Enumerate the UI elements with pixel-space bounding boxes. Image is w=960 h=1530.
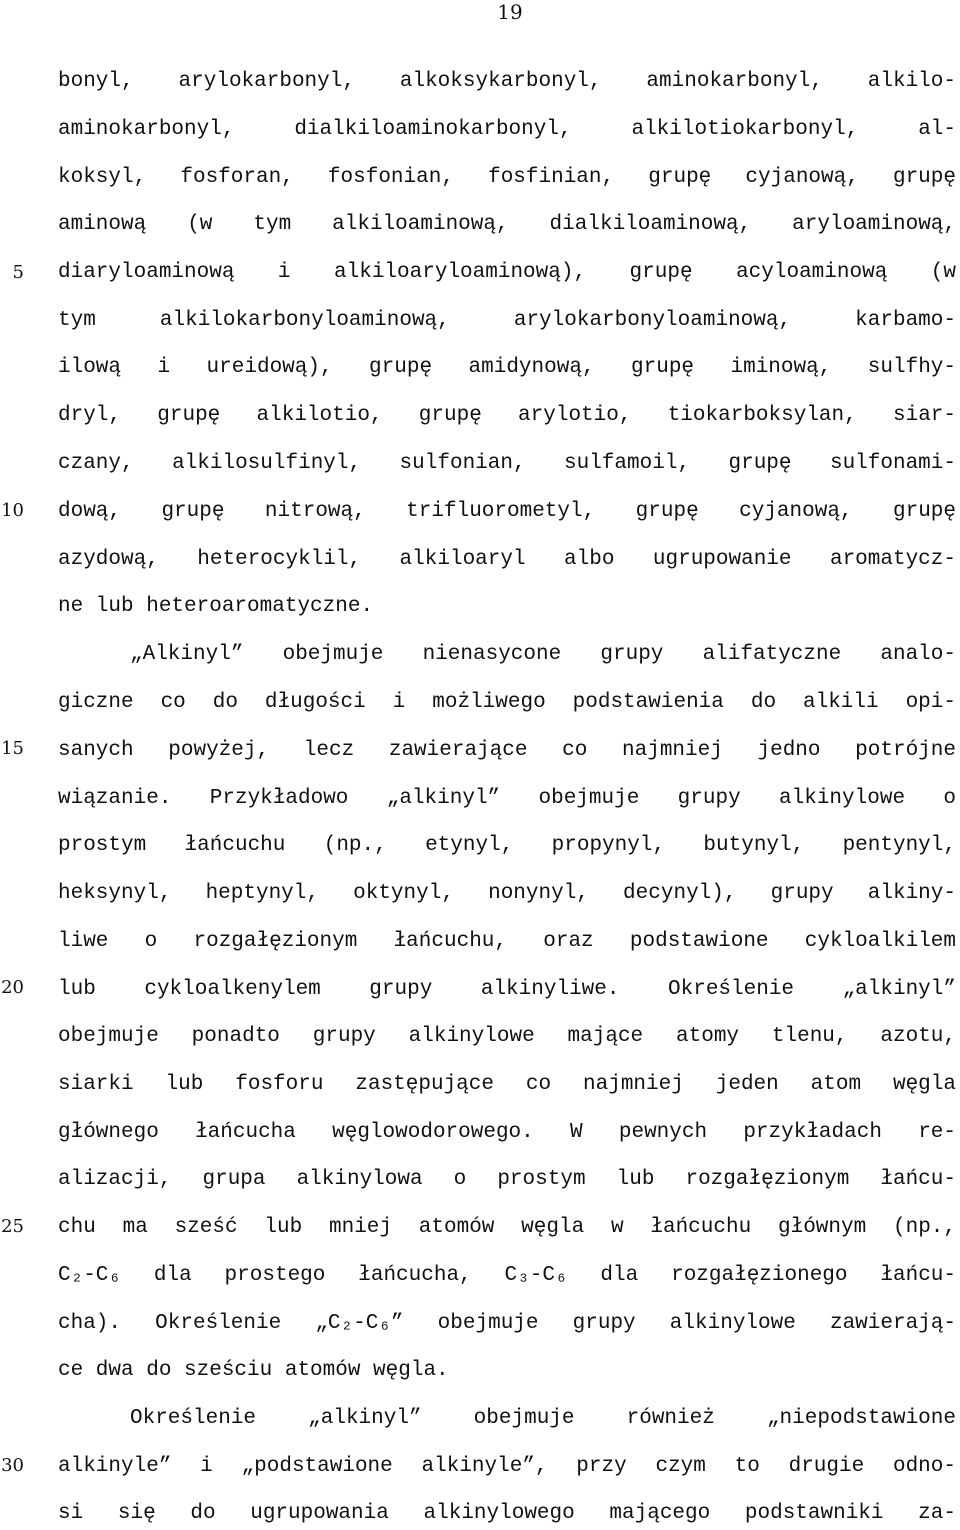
margin-line-number: 20 bbox=[1, 977, 24, 998]
paragraph-first-line: Określenie „alkinyl” obejmuje również „niepodstawione bbox=[130, 1407, 956, 1430]
text-line: liwe o rozgałęzionym łańcuchu, oraz podstawione cykloalkilem bbox=[58, 930, 956, 953]
text-line: lub cykloalkenylem grupy alkinyliwe. Określenie „alkinyl” bbox=[58, 978, 956, 1001]
paragraph-first-line: „Alkinyl” obejmuje nienasycone grupy alifatyczne analo- bbox=[130, 643, 956, 666]
text-line: aminokarbonyl, dialkiloaminokarbonyl, alkilotiokarbonyl, al- bbox=[58, 118, 956, 141]
text-line: siarki lub fosforu zastępujące co najmniej jeden atom węgla bbox=[58, 1073, 956, 1096]
text-line: alizacji, grupa alkinylowa o prostym lub rozgałęzionym łańcu- bbox=[58, 1168, 956, 1191]
text-line: ilową i ureidową), grupę amidynową, grupę iminową, sulfhy- bbox=[58, 356, 956, 379]
text-line: prostym łańcuchu (np., etynyl, propynyl, butynyl, pentynyl, bbox=[58, 834, 956, 857]
text-line: ce dwa do sześciu atomów węgla. bbox=[58, 1359, 449, 1382]
text-line: ne lub heteroaromatyczne. bbox=[58, 595, 374, 618]
text-line: C₂-C₆ dla prostego łańcucha, C₃-C₆ dla rozgałęzionego łańcu- bbox=[58, 1264, 956, 1287]
text-line: głównego łańcucha węglowodorowego. W pewnych przykładach re- bbox=[58, 1121, 956, 1144]
text-line: bonyl, arylokarbonyl, alkoksykarbonyl, aminokarbonyl, alkilo- bbox=[58, 70, 956, 93]
text-line: sanych powyżej, lecz zawierające co najmniej jedno potrójne bbox=[58, 739, 956, 762]
page-number: 19 bbox=[497, 0, 523, 24]
text-line: dryl, grupę alkilotio, grupę arylotio, tiokarboksylan, siar- bbox=[58, 404, 956, 427]
text-line: azydową, heterocyklil, alkiloaryl albo ugrupowanie aromatycz- bbox=[58, 548, 956, 571]
text-line: giczne co do długości i możliwego podstawienia do alkili opi- bbox=[58, 691, 956, 714]
margin-line-number: 30 bbox=[1, 1455, 24, 1476]
margin-line-number: 15 bbox=[1, 738, 24, 759]
text-line: diaryloaminową i alkiloaryloaminową), grupę acyloaminową (w bbox=[58, 261, 956, 284]
text-line: chu ma sześć lub mniej atomów węgla w łańcuchu głównym (np., bbox=[58, 1216, 956, 1239]
text-line: czany, alkilosulfinyl, sulfonian, sulfamoil, grupę sulfonami- bbox=[58, 452, 956, 475]
text-line: dową, grupę nitrową, trifluorometyl, grupę cyjanową, grupę bbox=[58, 500, 956, 523]
text-line: heksynyl, heptynyl, oktynyl, nonynyl, decynyl), grupy alkiny- bbox=[58, 882, 956, 905]
text-line: tym alkilokarbonyloaminową, arylokarbonyloaminową, karbamo- bbox=[58, 309, 956, 332]
text-line: obejmuje ponadto grupy alkinylowe mające atomy tlenu, azotu, bbox=[58, 1025, 956, 1048]
margin-line-number: 5 bbox=[12, 262, 24, 283]
text-line: wiązanie. Przykładowo „alkinyl” obejmuje grupy alkinylowe o bbox=[58, 787, 956, 810]
text-line: si się do ugrupowania alkinylowego mającego podstawniki za- bbox=[58, 1502, 956, 1525]
text-line: cha). Określenie „C₂-C₆” obejmuje grupy alkinylowe zawierają- bbox=[58, 1312, 956, 1335]
text-line: aminową (w tym alkiloaminową, dialkiloaminową, aryloaminową, bbox=[58, 213, 956, 236]
margin-line-number: 10 bbox=[1, 500, 24, 521]
text-line: koksyl, fosforan, fosfonian, fosfinian, grupę cyjanową, grupę bbox=[58, 166, 956, 189]
margin-line-number: 25 bbox=[1, 1216, 24, 1237]
text-line: alkinyle” i „podstawione alkinyle”, przy czym to drugie odno- bbox=[58, 1455, 956, 1478]
